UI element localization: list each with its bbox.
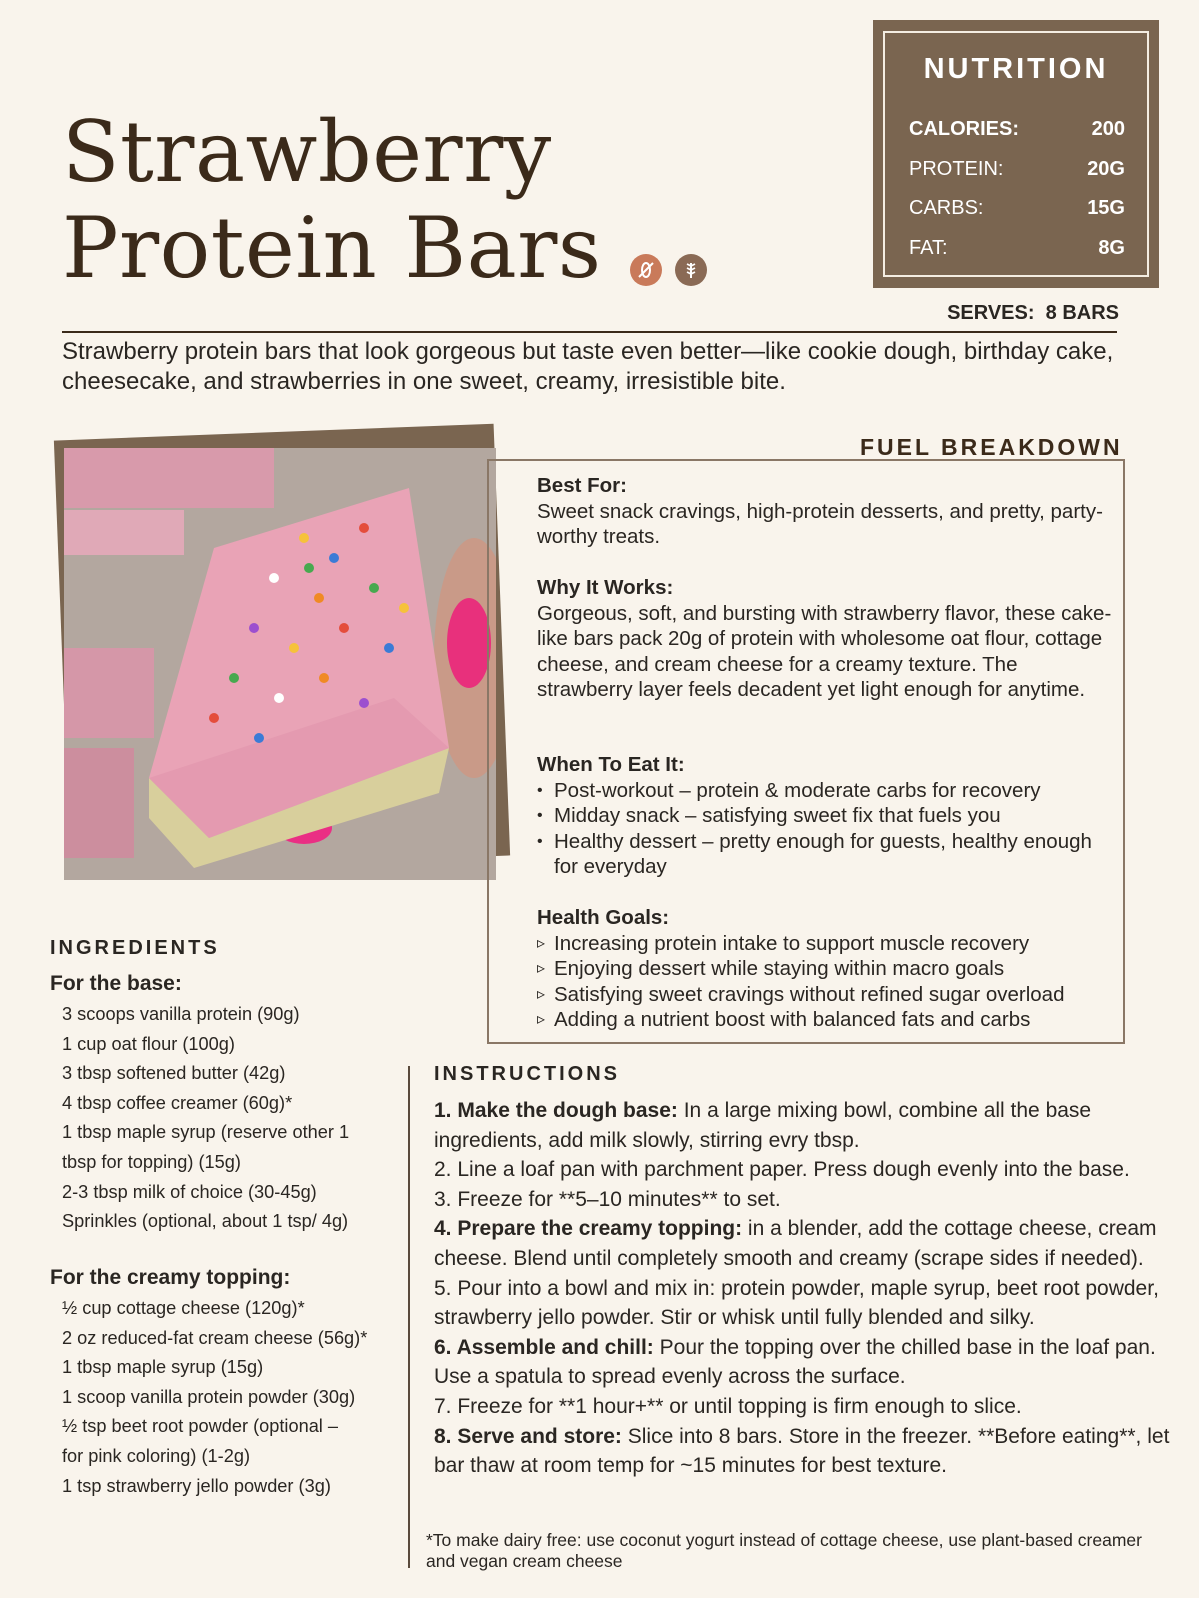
goals-heading: Health Goals: xyxy=(537,906,670,929)
triangle-bullet-icon: ▹ xyxy=(537,985,546,1003)
list-item: 3 tbsp softened butter (42g) xyxy=(62,1063,286,1084)
instruction-step: 5. Pour into a bowl and mix in: protein powder, maple syrup, beet root powder, strawberry jello powder. Stir or whisk until fully blended and silky. xyxy=(434,1276,1159,1330)
base-heading: For the base: xyxy=(50,972,182,995)
triangle-bullet-icon: ▹ xyxy=(537,1011,546,1028)
nutrition-label: PROTEIN: xyxy=(909,157,1004,180)
list-item: ▹ Increasing protein intake to support muscle recovery xyxy=(537,931,1030,955)
serves-info xyxy=(947,302,1119,325)
nutrition-row-fat xyxy=(909,233,1125,263)
title-line-1: Strawberry xyxy=(62,103,552,201)
instruction-step: 3. Freeze for **5–10 minutes** to set. xyxy=(434,1187,781,1211)
instructions-list xyxy=(434,1096,1179,1481)
base-ingredients-list xyxy=(62,1000,402,1237)
list-item: ½ cup cottage cheese (120g)* xyxy=(62,1298,305,1318)
why-text: Gorgeous, soft, and bursting with strawberry flavor, these cake-like bars pack 20g of protein with wholesome oat flour, cottage cheese, and cream cheese for a creamy texture. The strawberry layer feels decadent yet light enough for anytime. xyxy=(537,601,1112,701)
title-line-2: Protein Bars xyxy=(62,199,602,297)
instructions-heading: INSTRUCTIONS xyxy=(434,1063,620,1085)
nutrition-value: 15G xyxy=(1087,196,1125,219)
protein-bar-illustration xyxy=(64,448,496,880)
nutrition-value: 200 xyxy=(1091,117,1125,140)
when-heading: When To Eat It: xyxy=(537,753,685,776)
list-item: 3 scoops vanilla protein (90g) xyxy=(62,1004,300,1024)
grain-free-icon xyxy=(675,254,707,286)
nutrition-label: CALORIES: xyxy=(909,117,1019,140)
nutrition-panel xyxy=(873,20,1159,288)
list-item: 2-3 tbsp milk of choice (30-45g) xyxy=(62,1181,317,1202)
list-item: 4 tbsp coffee creamer (60g)* xyxy=(62,1092,293,1113)
list-item: ▹ Adding a nutrient boost with balanced fats and carbs xyxy=(537,1008,1031,1031)
list-item: Sprinkles (optional, about 1 tsp/ 4g) xyxy=(62,1211,349,1232)
nutrition-value: 20G xyxy=(1087,157,1125,180)
topping-ingredients-list xyxy=(62,1294,402,1501)
best-for-section xyxy=(537,473,1117,550)
topping-heading: For the creamy topping: xyxy=(50,1266,291,1289)
triangle-bullet-icon: ▹ xyxy=(537,960,546,977)
intro-text: Strawberry protein bars that look gorgeous but taste even better—like cookie dough, birthday cake, cheesecake, and strawberries in one sweet, creamy, irresistible bite. xyxy=(62,338,1114,395)
list-item: ▹ Enjoying dessert while staying within macro goals xyxy=(537,957,1005,980)
nutrition-value: 8G xyxy=(1098,236,1125,259)
goals-section xyxy=(537,905,1117,1033)
gluten-free-icon xyxy=(630,254,662,286)
best-for-heading: Best For: xyxy=(537,474,627,497)
recipe-title xyxy=(62,104,682,296)
list-item: • Healthy dessert – pretty enough for guests, healthy enough for everyday xyxy=(537,829,1092,878)
list-item: • Post-workout – protein & moderate carbs for recovery xyxy=(537,778,1041,802)
dairy-free-note: *To make dairy free: use coconut yogurt instead of cottage cheese, use plant-based creamer and vegan cream cheese xyxy=(426,1530,1142,1571)
triangle-bullet-icon: ▹ xyxy=(537,934,546,952)
instruction-step: 8. Serve and store: Slice into 8 bars. Store in the freezer. **Before eating**, let bar thaw at room temp for ~15 minutes for best texture. xyxy=(434,1424,1170,1478)
instruction-step: 1. Make the dough base: In a large mixing bowl, combine all the base ingredients, add milk slowly, stirring evry tbsp. xyxy=(434,1099,1092,1152)
instruction-step: 7. Freeze for **1 hour+** or until topping is firm enough to slice. xyxy=(434,1394,1022,1418)
list-item: 1 tbsp maple syrup (15g) xyxy=(62,1357,264,1378)
list-item: for pink coloring) (1-2g) xyxy=(62,1445,251,1466)
list-item: ½ tsp beet root powder (optional – xyxy=(62,1416,339,1437)
list-item: 1 tsp strawberry jello powder (3g) xyxy=(62,1475,331,1496)
instruction-step: 4. Prepare the creamy topping: in a blender, add the cottage cheese, cream cheese. Blend until completely smooth and creamy (scrape sides if needed). xyxy=(434,1217,1157,1270)
serves-label: SERVES: xyxy=(947,302,1035,324)
instruction-step: 6. Assemble and chill: Pour the topping over the chilled base in the loaf pan. Use a spatula to spread evenly across the surface. xyxy=(434,1335,1156,1389)
list-item: 1 tbsp maple syrup (reserve other 1 xyxy=(62,1122,350,1143)
list-item: 1 cup oat flour (100g) xyxy=(62,1033,235,1054)
nutrition-row-carbs xyxy=(909,193,1125,223)
fuel-breakdown-heading: FUEL BREAKDOWN xyxy=(860,434,1123,460)
why-heading: Why It Works: xyxy=(537,576,674,599)
list-item: • Midday snack – satisfying sweet fix that fuels you xyxy=(537,804,1001,827)
nutrition-row-calories xyxy=(909,114,1125,144)
column-divider xyxy=(408,1066,410,1568)
best-for-text: Sweet snack cravings, high-protein desserts, and pretty, party-worthy treats. xyxy=(537,499,1103,548)
recipe-photo xyxy=(64,448,496,880)
nutrition-label: FAT: xyxy=(909,236,948,259)
nutrition-row-protein xyxy=(909,154,1125,184)
list-item: 1 scoop vanilla protein powder (30g) xyxy=(62,1386,356,1407)
list-item: ▹ Satisfying sweet cravings without refined sugar overload xyxy=(537,982,1065,1006)
ingredients-heading: INGREDIENTS xyxy=(50,937,220,959)
when-section xyxy=(537,752,1117,880)
why-section xyxy=(537,575,1117,703)
list-item: tbsp for topping) (15g) xyxy=(62,1151,241,1172)
serves-value: 8 BARS xyxy=(1045,302,1119,324)
list-item: 2 oz reduced-fat cream cheese (56g)* xyxy=(62,1327,368,1348)
nutrition-heading: NUTRITION xyxy=(923,53,1109,85)
nutrition-label: CARBS: xyxy=(909,196,984,219)
instruction-step: 2. Line a loaf pan with parchment paper. Press dough evenly into the base. xyxy=(434,1158,1130,1182)
title-divider xyxy=(62,331,1117,333)
